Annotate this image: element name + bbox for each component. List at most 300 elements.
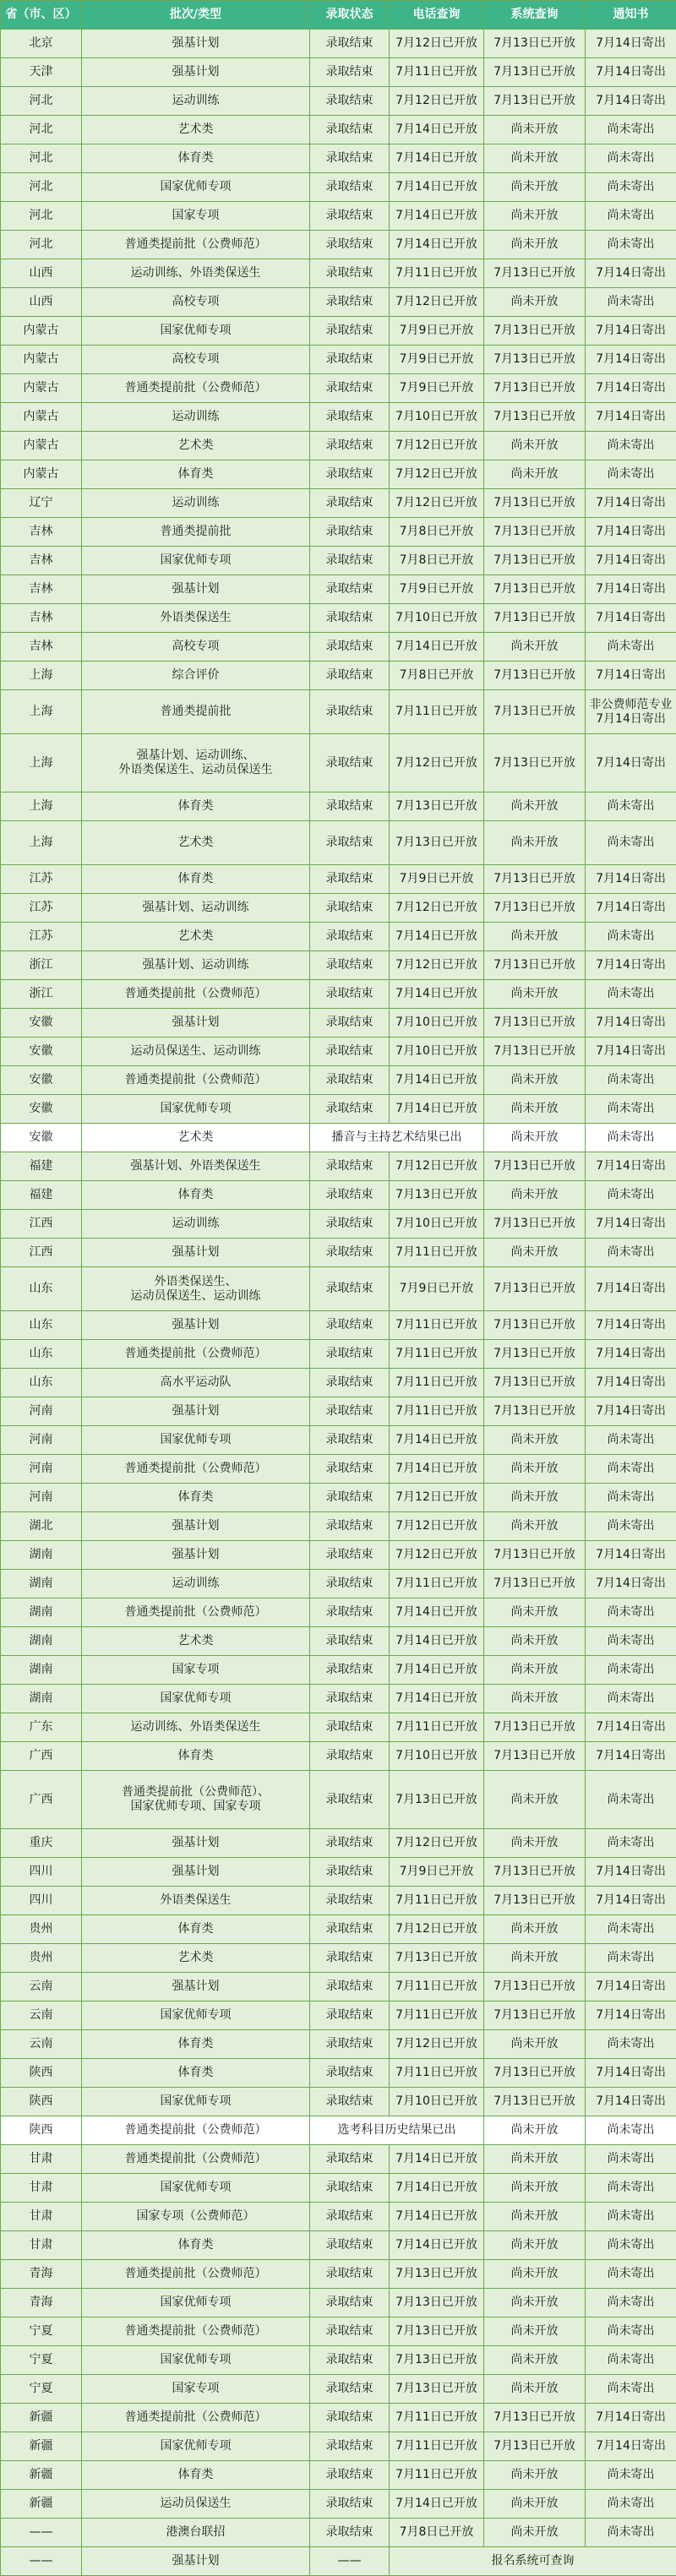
- cell-province: 浙江: [1, 951, 82, 980]
- cell-province: 江苏: [1, 923, 82, 951]
- cell-notice-letter: 7月14日寄出: [586, 2001, 676, 2030]
- table-row: [1, 2461, 676, 2490]
- cell-system-query: 7月13日已开放: [484, 403, 586, 432]
- cell-province: 上海: [1, 792, 82, 821]
- cell-admission-status: 录取结束: [310, 2432, 390, 2461]
- cell-notice-letter: 7月14日寄出: [586, 1973, 676, 2001]
- cell-province: 河北: [1, 144, 82, 173]
- table-row: [1, 288, 676, 317]
- cell-phone-query: 7月11日已开放: [390, 1713, 484, 1742]
- table-row: [1, 2088, 676, 2116]
- cell-province: 重庆: [1, 1829, 82, 1858]
- cell-notice-letter: 7月14日寄出: [586, 1009, 676, 1037]
- table-row: [1, 2059, 676, 2088]
- cell-system-query: 尚未开放: [484, 1656, 586, 1685]
- table-row: [1, 460, 676, 489]
- cell-phone-query: 7月14日已开放: [390, 1095, 484, 1124]
- cell-batch-type: 强基计划: [82, 1239, 310, 1267]
- table-row: [1, 2346, 676, 2375]
- cell-admission-status: 录取结束: [310, 317, 390, 346]
- cell-batch-type: 强基计划: [82, 1009, 310, 1037]
- cell-batch-type: 艺术类: [82, 821, 310, 865]
- cell-admission-status: 录取结束: [310, 1152, 390, 1181]
- cell-phone-query: 7月13日已开放: [390, 2317, 484, 2346]
- cell-admission-status: 录取结束: [310, 432, 390, 460]
- cell-province: 天津: [1, 58, 82, 87]
- cell-province: 四川: [1, 1887, 82, 1915]
- cell-batch-type: 运动训练: [82, 1570, 310, 1598]
- cell-phone-query: 7月14日已开放: [390, 1627, 484, 1656]
- header-admission-status: 录取状态: [310, 1, 390, 30]
- table-row: [1, 2547, 676, 2576]
- cell-batch-type: 高校专项: [82, 346, 310, 374]
- cell-phone-query: 7月8日已开放: [390, 2519, 484, 2547]
- cell-batch-type: 国家专项: [82, 2375, 310, 2404]
- cell-admission-status: 录取结束: [310, 173, 390, 202]
- table-row: [1, 231, 676, 259]
- cell-province: 云南: [1, 2030, 82, 2059]
- cell-notice-letter: 尚未寄出: [586, 1944, 676, 1973]
- cell-batch-type: 强基计划: [82, 1311, 310, 1340]
- cell-batch-type: 强基计划: [82, 1541, 310, 1570]
- cell-admission-status: 录取结束: [310, 288, 390, 317]
- cell-system-query: 7月13日已开放: [484, 2059, 586, 2088]
- cell-province: 吉林: [1, 633, 82, 662]
- cell-admission-status: 录取结束: [310, 1771, 390, 1829]
- cell-notice-letter: 7月14日寄出: [586, 662, 676, 690]
- cell-admission-status: 录取结束: [310, 1915, 390, 1944]
- cell-admission-status: 录取结束: [310, 1713, 390, 1742]
- cell-admission-status: 录取结束: [310, 792, 390, 821]
- cell-phone-query: 7月12日已开放: [390, 30, 484, 58]
- cell-system-query: 7月13日已开放: [484, 317, 586, 346]
- cell-system-query: 尚未开放: [484, 2260, 586, 2289]
- cell-notice-letter: 尚未寄出: [586, 432, 676, 460]
- cell-phone-query: 7月13日已开放: [390, 2375, 484, 2404]
- cell-phone-query: 7月12日已开放: [390, 489, 484, 518]
- cell-notice-letter: 尚未寄出: [586, 173, 676, 202]
- cell-notice-letter: 尚未寄出: [586, 1771, 676, 1829]
- cell-batch-type: 高水平运动队: [82, 1369, 310, 1397]
- cell-batch-type: 体育类: [82, 1181, 310, 1210]
- cell-notice-letter: 7月14日寄出: [586, 1858, 676, 1887]
- cell-system-query: 尚未开放: [484, 1181, 586, 1210]
- cell-batch-type: 普通类提前批（公费师范）: [82, 231, 310, 259]
- cell-system-query: 尚未开放: [484, 1484, 586, 1512]
- cell-phone-query: 7月14日已开放: [390, 980, 484, 1009]
- cell-admission-status: 录取结束: [310, 489, 390, 518]
- cell-system-query: 7月13日已开放: [484, 734, 586, 792]
- cell-batch-type: 强基计划: [82, 1973, 310, 2001]
- table-row: [1, 1066, 676, 1095]
- table-row: [1, 30, 676, 58]
- table-row: [1, 1397, 676, 1426]
- cell-province: 湖南: [1, 1685, 82, 1713]
- cell-system-query: 尚未开放: [484, 144, 586, 173]
- cell-phone-query: 7月11日已开放: [390, 1340, 484, 1369]
- cell-province: 贵州: [1, 1944, 82, 1973]
- cell-phone-query: 7月14日已开放: [390, 1685, 484, 1713]
- cell-phone-query: 7月14日已开放: [390, 173, 484, 202]
- cell-system-query: 尚未开放: [484, 173, 586, 202]
- cell-admission-status: 录取结束: [310, 2260, 390, 2289]
- table-row: [1, 1973, 676, 2001]
- cell-notice-letter: 尚未寄出: [586, 1656, 676, 1685]
- cell-system-query: 尚未开放: [484, 1598, 586, 1627]
- cell-notice-letter: 7月14日寄出: [586, 2088, 676, 2116]
- cell-system-query: 7月13日已开放: [484, 1742, 586, 1771]
- cell-system-query: 尚未开放: [484, 2145, 586, 2174]
- cell-batch-type: 普通类提前批: [82, 690, 310, 734]
- header-province: 省（市、区）: [1, 1, 82, 30]
- cell-merged-status: 播音与主持艺术结果已出: [310, 1124, 484, 1152]
- table-row: [1, 58, 676, 87]
- table-body: [1, 30, 676, 2576]
- table-row: [1, 1455, 676, 1484]
- cell-system-query: 7月13日已开放: [484, 690, 586, 734]
- cell-system-query: 尚未开放: [484, 2461, 586, 2490]
- cell-province: 山东: [1, 1267, 82, 1311]
- cell-batch-type: 艺术类: [82, 923, 310, 951]
- cell-province: 陕西: [1, 2088, 82, 2116]
- cell-system-query: 7月13日已开放: [484, 2432, 586, 2461]
- table-row: [1, 1887, 676, 1915]
- cell-phone-query: 7月14日已开放: [390, 2145, 484, 2174]
- cell-phone-query: 7月14日已开放: [390, 923, 484, 951]
- cell-province: 湖北: [1, 1512, 82, 1541]
- cell-system-query: 7月13日已开放: [484, 1311, 586, 1340]
- cell-admission-status: 录取结束: [310, 865, 390, 894]
- cell-phone-query: 7月8日已开放: [390, 662, 484, 690]
- cell-admission-status: 录取结束: [310, 2317, 390, 2346]
- cell-province: 内蒙古: [1, 346, 82, 374]
- cell-admission-status: 录取结束: [310, 1267, 390, 1311]
- cell-notice-letter: 7月14日寄出: [586, 1397, 676, 1426]
- cell-batch-type: 强基计划: [82, 1512, 310, 1541]
- cell-admission-status: 录取结束: [310, 2231, 390, 2260]
- cell-province: 河南: [1, 1426, 82, 1455]
- cell-phone-query: 7月12日已开放: [390, 951, 484, 980]
- cell-phone-query: 7月14日已开放: [390, 2231, 484, 2260]
- cell-batch-type: 艺术类: [82, 1627, 310, 1656]
- cell-phone-query: 7月13日已开放: [390, 1771, 484, 1829]
- cell-province: 内蒙古: [1, 317, 82, 346]
- cell-notice-letter: 7月14日寄出: [586, 1570, 676, 1598]
- cell-admission-status: 录取结束: [310, 1009, 390, 1037]
- cell-admission-status: 录取结束: [310, 1627, 390, 1656]
- cell-notice-letter: 7月14日寄出: [586, 403, 676, 432]
- cell-province: 山东: [1, 1369, 82, 1397]
- cell-notice-letter: 非公费师范专业 7月14日寄出: [586, 690, 676, 734]
- cell-phone-query: 7月11日已开放: [390, 690, 484, 734]
- cell-batch-type: 综合评价: [82, 662, 310, 690]
- cell-batch-type: 运动训练、外语类保送生: [82, 259, 310, 288]
- cell-notice-letter: 尚未寄出: [586, 1627, 676, 1656]
- cell-batch-type: 运动训练: [82, 489, 310, 518]
- table-row: [1, 2203, 676, 2231]
- cell-notice-letter: 7月14日寄出: [586, 317, 676, 346]
- cell-province: 云南: [1, 1973, 82, 2001]
- table-row: [1, 346, 676, 374]
- table-row: [1, 1095, 676, 1124]
- cell-batch-type: 强基计划: [82, 30, 310, 58]
- cell-phone-query: 7月12日已开放: [390, 87, 484, 116]
- cell-batch-type: 高校专项: [82, 633, 310, 662]
- cell-system-query: 7月13日已开放: [484, 1009, 586, 1037]
- table-header-row: [1, 1, 676, 30]
- cell-batch-type: 体育类: [82, 792, 310, 821]
- cell-phone-query: 7月11日已开放: [390, 2404, 484, 2432]
- cell-system-query: 尚未开放: [484, 1095, 586, 1124]
- cell-province: 云南: [1, 2001, 82, 2030]
- cell-system-query: 尚未开放: [484, 2375, 586, 2404]
- cell-phone-query: 7月10日已开放: [390, 1037, 484, 1066]
- cell-notice-letter: 7月14日寄出: [586, 604, 676, 633]
- cell-province: 安徽: [1, 1095, 82, 1124]
- cell-batch-type: 国家专项（公费师范）: [82, 2203, 310, 2231]
- table-row: [1, 662, 676, 690]
- cell-batch-type: 普通类提前批（公费师范）: [82, 1455, 310, 1484]
- cell-admission-status: 录取结束: [310, 1037, 390, 1066]
- cell-batch-type: 体育类: [82, 2030, 310, 2059]
- table-row: [1, 2260, 676, 2289]
- cell-province: 内蒙古: [1, 403, 82, 432]
- cell-notice-letter: 尚未寄出: [586, 2490, 676, 2519]
- cell-batch-type: 普通类提前批（公费师范）: [82, 2260, 310, 2289]
- table-row: [1, 2317, 676, 2346]
- cell-system-query: 尚未开放: [484, 2519, 586, 2547]
- cell-phone-query: 7月14日已开放: [390, 1455, 484, 1484]
- cell-admission-status: 录取结束: [310, 1829, 390, 1858]
- cell-system-query: 7月13日已开放: [484, 259, 586, 288]
- cell-notice-letter: 7月14日寄出: [586, 1152, 676, 1181]
- cell-notice-letter: 尚未寄出: [586, 1066, 676, 1095]
- cell-notice-letter: 尚未寄出: [586, 116, 676, 144]
- table-row: [1, 865, 676, 894]
- cell-system-query: 尚未开放: [484, 792, 586, 821]
- cell-phone-query: 7月8日已开放: [390, 547, 484, 575]
- cell-phone-query: 7月11日已开放: [390, 2432, 484, 2461]
- table-row: [1, 1009, 676, 1037]
- cell-phone-query: 7月14日已开放: [390, 144, 484, 173]
- cell-system-query: 7月13日已开放: [484, 518, 586, 547]
- cell-system-query: 7月13日已开放: [484, 547, 586, 575]
- cell-province: 江苏: [1, 894, 82, 923]
- cell-phone-query: 7月12日已开放: [390, 432, 484, 460]
- cell-phone-query: 7月14日已开放: [390, 1426, 484, 1455]
- cell-phone-query: 7月12日已开放: [390, 2030, 484, 2059]
- cell-system-query: 尚未开放: [484, 231, 586, 259]
- cell-phone-query: 7月13日已开放: [390, 2346, 484, 2375]
- cell-province: 青海: [1, 2289, 82, 2317]
- cell-province: 甘肃: [1, 2174, 82, 2203]
- cell-batch-type: 国家专项: [82, 202, 310, 231]
- cell-notice-letter: 7月14日寄出: [586, 894, 676, 923]
- cell-province: 湖南: [1, 1541, 82, 1570]
- cell-admission-status: 录取结束: [310, 1397, 390, 1426]
- cell-admission-status: 录取结束: [310, 1685, 390, 1713]
- cell-phone-query: 7月12日已开放: [390, 1541, 484, 1570]
- cell-notice-letter: 7月14日寄出: [586, 489, 676, 518]
- table-row: [1, 116, 676, 144]
- table-row: [1, 821, 676, 865]
- cell-batch-type: 国家专项: [82, 1656, 310, 1685]
- cell-batch-type: 强基计划: [82, 1397, 310, 1426]
- cell-admission-status: 录取结束: [310, 2145, 390, 2174]
- table-row: [1, 1210, 676, 1239]
- cell-province: 宁夏: [1, 2375, 82, 2404]
- cell-notice-letter: 7月14日寄出: [586, 1742, 676, 1771]
- cell-province: 甘肃: [1, 2145, 82, 2174]
- cell-phone-query: 7月14日已开放: [390, 633, 484, 662]
- table-row: [1, 1311, 676, 1340]
- cell-province: 安徽: [1, 1037, 82, 1066]
- cell-phone-query: 7月11日已开放: [390, 1973, 484, 2001]
- cell-notice-letter: 7月14日寄出: [586, 1887, 676, 1915]
- cell-notice-letter: 7月14日寄出: [586, 518, 676, 547]
- cell-phone-query: 7月9日已开放: [390, 575, 484, 604]
- table-row: [1, 1340, 676, 1369]
- cell-notice-letter: 尚未寄出: [586, 2145, 676, 2174]
- cell-system-query: 7月13日已开放: [484, 489, 586, 518]
- table-row: [1, 1037, 676, 1066]
- table-row: [1, 403, 676, 432]
- cell-notice-letter: 尚未寄出: [586, 1124, 676, 1152]
- cell-admission-status: 录取结束: [310, 116, 390, 144]
- cell-admission-status: 录取结束: [310, 1887, 390, 1915]
- cell-notice-letter: 7月14日寄出: [586, 734, 676, 792]
- cell-province: 江西: [1, 1239, 82, 1267]
- table-row: [1, 374, 676, 403]
- cell-province: 四川: [1, 1858, 82, 1887]
- cell-province: 新疆: [1, 2461, 82, 2490]
- cell-notice-letter: 7月14日寄出: [586, 2404, 676, 2432]
- cell-admission-status: 录取结束: [310, 894, 390, 923]
- cell-batch-type: 运动训练: [82, 87, 310, 116]
- cell-batch-type: 体育类: [82, 1742, 310, 1771]
- table-row: [1, 2289, 676, 2317]
- cell-phone-query: 7月11日已开放: [390, 2059, 484, 2088]
- table-row: [1, 1829, 676, 1858]
- cell-system-query: 7月13日已开放: [484, 575, 586, 604]
- cell-admission-status: 录取结束: [310, 1973, 390, 2001]
- cell-notice-letter: 尚未寄出: [586, 2519, 676, 2547]
- cell-phone-query: 7月12日已开放: [390, 734, 484, 792]
- cell-admission-status: 录取结束: [310, 2203, 390, 2231]
- cell-admission-status: 录取结束: [310, 259, 390, 288]
- table-row: [1, 2116, 676, 2145]
- cell-system-query: 尚未开放: [484, 1426, 586, 1455]
- cell-batch-type: 外语类保送生: [82, 1887, 310, 1915]
- cell-system-query: 尚未开放: [484, 2030, 586, 2059]
- cell-phone-query: 7月12日已开放: [390, 1484, 484, 1512]
- cell-batch-type: 运动员保送生、运动训练: [82, 1037, 310, 1066]
- table-row: [1, 1152, 676, 1181]
- cell-province: 河南: [1, 1484, 82, 1512]
- table-row: [1, 518, 676, 547]
- table-row: [1, 951, 676, 980]
- cell-phone-query: 7月13日已开放: [390, 792, 484, 821]
- cell-admission-status: 录取结束: [310, 1181, 390, 1210]
- cell-notice-letter: 尚未寄出: [586, 923, 676, 951]
- cell-system-query: 尚未开放: [484, 116, 586, 144]
- table-row: [1, 2432, 676, 2461]
- table-row: [1, 144, 676, 173]
- cell-province: 青海: [1, 2260, 82, 2289]
- cell-admission-status: 录取结束: [310, 231, 390, 259]
- table-row: [1, 1369, 676, 1397]
- cell-notice-letter: 尚未寄出: [586, 1239, 676, 1267]
- cell-province: 湖南: [1, 1627, 82, 1656]
- cell-system-query: 7月13日已开放: [484, 1397, 586, 1426]
- cell-system-query: 7月13日已开放: [484, 951, 586, 980]
- cell-admission-status: 录取结束: [310, 58, 390, 87]
- cell-province: 吉林: [1, 518, 82, 547]
- cell-notice-letter: 尚未寄出: [586, 1426, 676, 1455]
- cell-batch-type: 普通类提前批（公费师范）: [82, 1598, 310, 1627]
- cell-notice-letter: 尚未寄出: [586, 2116, 676, 2145]
- cell-system-query: 7月13日已开放: [484, 1210, 586, 1239]
- table-row: [1, 894, 676, 923]
- table-row: [1, 980, 676, 1009]
- cell-province: 甘肃: [1, 2231, 82, 2260]
- header-notice-letter: 通知书: [586, 1, 676, 30]
- cell-admission-status: 录取结束: [310, 923, 390, 951]
- cell-province: 河南: [1, 1397, 82, 1426]
- cell-system-query: 尚未开放: [484, 1066, 586, 1095]
- cell-notice-letter: 7月14日寄出: [586, 374, 676, 403]
- cell-province: ——: [1, 2519, 82, 2547]
- cell-phone-query: 7月11日已开放: [390, 2461, 484, 2490]
- cell-batch-type: 体育类: [82, 1915, 310, 1944]
- cell-batch-type: 运动训练: [82, 1210, 310, 1239]
- table-row: [1, 1426, 676, 1455]
- cell-batch-type: 运动训练、外语类保送生: [82, 1713, 310, 1742]
- cell-notice-letter: 7月14日寄出: [586, 346, 676, 374]
- cell-system-query: 7月13日已开放: [484, 1858, 586, 1887]
- cell-system-query: 7月13日已开放: [484, 1887, 586, 1915]
- cell-admission-status: 录取结束: [310, 1210, 390, 1239]
- table-row: [1, 1713, 676, 1742]
- cell-notice-letter: 尚未寄出: [586, 1685, 676, 1713]
- header-batch-type: 批次/类型: [82, 1, 310, 30]
- cell-phone-query: 7月9日已开放: [390, 865, 484, 894]
- cell-notice-letter: 尚未寄出: [586, 1915, 676, 1944]
- cell-batch-type: 普通类提前批（公费师范）: [82, 2116, 310, 2145]
- cell-admission-status: 录取结束: [310, 1340, 390, 1369]
- cell-phone-query: 7月14日已开放: [390, 2203, 484, 2231]
- cell-province: 辽宁: [1, 489, 82, 518]
- cell-batch-type: 国家优师专项: [82, 2432, 310, 2461]
- cell-notice-letter: 7月14日寄出: [586, 1541, 676, 1570]
- cell-batch-type: 强基计划: [82, 2547, 310, 2576]
- cell-phone-query: 7月13日已开放: [390, 821, 484, 865]
- cell-system-query: 7月13日已开放: [484, 346, 586, 374]
- table-row: [1, 1267, 676, 1311]
- cell-batch-type: 强基计划: [82, 58, 310, 87]
- cell-system-query: 尚未开放: [484, 432, 586, 460]
- cell-phone-query: 7月10日已开放: [390, 1009, 484, 1037]
- cell-province: 安徽: [1, 1124, 82, 1152]
- table-row: [1, 2145, 676, 2174]
- cell-notice-letter: 尚未寄出: [586, 633, 676, 662]
- cell-system-query: 尚未开放: [484, 2490, 586, 2519]
- cell-province: 河南: [1, 1455, 82, 1484]
- cell-admission-status: 录取结束: [310, 1095, 390, 1124]
- cell-phone-query: 7月12日已开放: [390, 1915, 484, 1944]
- table-row: [1, 2030, 676, 2059]
- cell-batch-type: 国家优师专项: [82, 2174, 310, 2203]
